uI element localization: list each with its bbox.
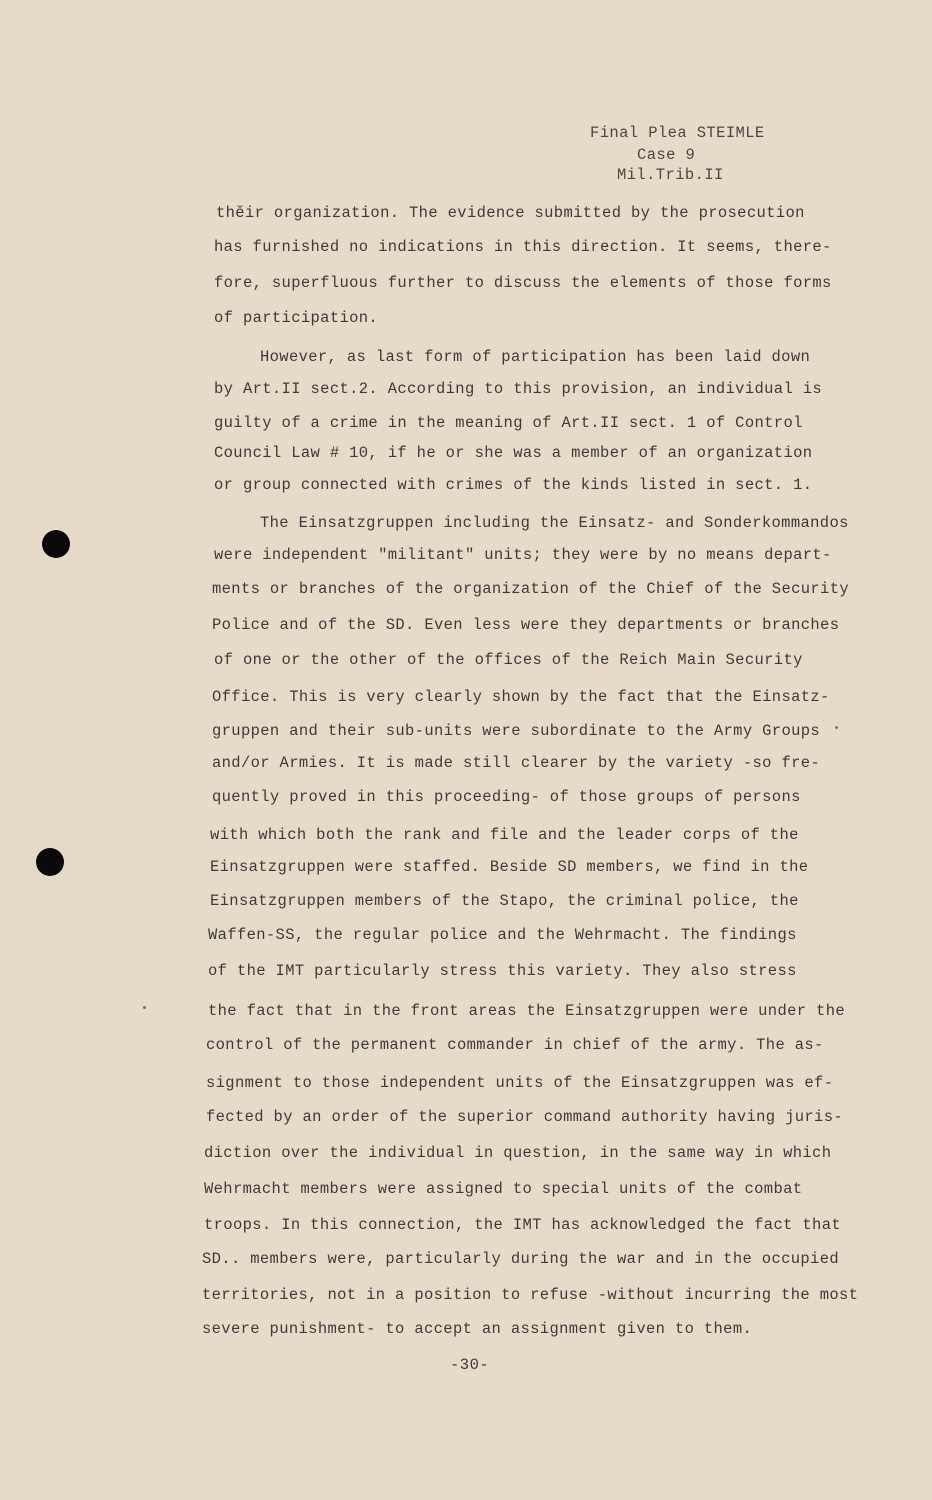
header-case: Case 9	[637, 146, 696, 164]
text-line: signment to those independent units of the Einsatzgruppen was ef-	[206, 1074, 834, 1092]
text-line: were independent "militant" units; they were by no means depart-	[214, 546, 832, 564]
punch-hole-bottom	[36, 848, 64, 876]
text-line: or group connected with crimes of the kinds listed in sect. 1.	[214, 476, 813, 494]
text-line: territories, not in a position to refuse -without incurring the most	[202, 1286, 859, 1304]
text-line: The Einsatzgruppen including the Einsatz- and Sonderkommandos	[260, 514, 849, 532]
text-line: fected by an order of the superior command authority having juris-	[206, 1108, 843, 1126]
text-line: of the IMT particularly stress this variety. They also stress	[208, 962, 797, 980]
paper-speck	[835, 726, 838, 729]
text-line: severe punishment- to accept an assignment given to them.	[202, 1320, 753, 1338]
text-line: ments or branches of the organization of the Chief of the Security	[212, 580, 849, 598]
text-line: control of the permanent commander in chief of the army. The as-	[206, 1036, 824, 1054]
punch-hole-top	[42, 530, 70, 558]
text-line: of one or the other of the offices of the Reich Main Security	[214, 651, 803, 669]
paper-speck	[143, 1006, 146, 1009]
text-line: fore, superfluous further to discuss the elements of those forms	[214, 274, 832, 292]
text-line: of participation.	[214, 309, 379, 327]
header-tribunal: Mil.Trib.II	[617, 166, 724, 184]
text-line: diction over the individual in question, in the same way in which	[204, 1144, 832, 1162]
text-line: with which both the rank and file and the leader corps of the	[210, 826, 799, 844]
text-line: Einsatzgruppen were staffed. Beside SD members, we find in the	[210, 858, 809, 876]
text-line: Waffen-SS, the regular police and the Wehrmacht. The findings	[208, 926, 797, 944]
text-line: by Art.II sect.2. According to this provision, an individual is	[214, 380, 823, 398]
text-line: gruppen and their sub-units were subordinate to the Army Groups	[212, 722, 821, 740]
text-line: Council Law # 10, if he or she was a member of an organization	[214, 444, 813, 462]
text-line: However, as last form of participation has been laid down	[260, 348, 811, 366]
page-number: -30-	[450, 1356, 490, 1374]
text-line: Wehrmacht members were assigned to special units of the combat	[204, 1180, 803, 1198]
text-line: and/or Armies. It is made still clearer by the variety -so fre-	[212, 754, 821, 772]
text-line: guilty of a crime in the meaning of Art.II sect. 1 of Control	[214, 414, 803, 432]
text-line: has furnished no indications in this direction. It seems, there-	[214, 238, 832, 256]
text-line: Einsatzgruppen members of the Stapo, the criminal police, the	[210, 892, 799, 910]
text-line: the fact that in the front areas the Einsatzgruppen were under the	[208, 1002, 845, 1020]
text-line: troops. In this connection, the IMT has acknowledged the fact that	[204, 1216, 841, 1234]
header-title: Final Plea STEIMLE	[590, 124, 765, 142]
text-line: thĕir organization. The evidence submitted by the prosecution	[216, 204, 805, 222]
text-line: quently proved in this proceeding- of those groups of persons	[212, 788, 801, 806]
text-line: Office. This is very clearly shown by the fact that the Einsatz-	[212, 688, 830, 706]
text-line: SD.. members were, particularly during the war and in the occupied	[202, 1250, 839, 1268]
text-line: Police and of the SD. Even less were they departments or branches	[212, 616, 840, 634]
